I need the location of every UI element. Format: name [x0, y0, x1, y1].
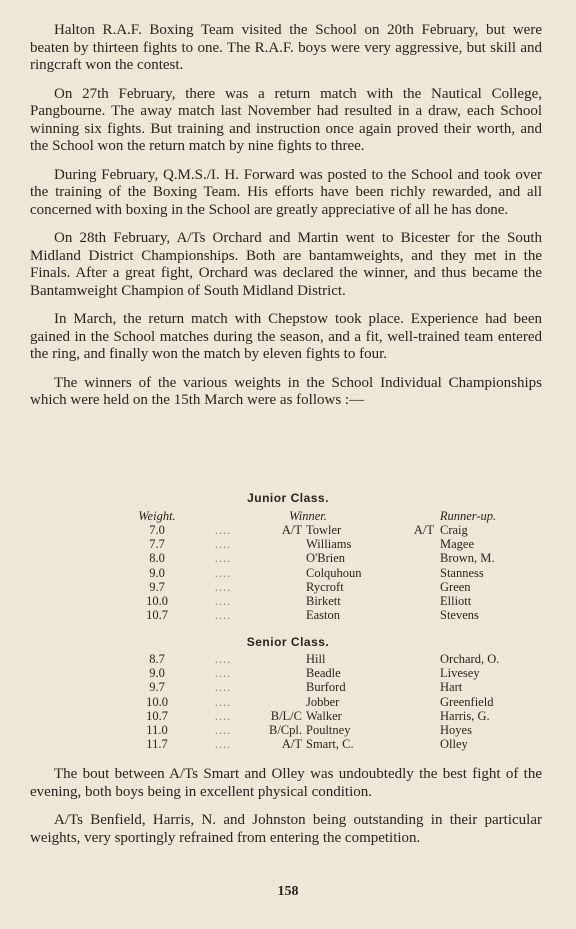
runner-up-cell: Hart — [440, 680, 463, 695]
paragraph: The winners of the various weights in the School Individual Championships which were held on the 15th March were as follows :— — [30, 374, 542, 408]
weight-cell: 10.7 — [146, 708, 168, 723]
runner-up-cell: Elliott — [440, 594, 472, 608]
winner-cell: Rycroft — [306, 579, 344, 594]
paragraph: In March, the return match with Chepstow took place. Experience had been gained in the School matches during the season, and a fit, well-trained team entered the ring, and finally won the match by eleven fights to four. — [30, 311, 542, 362]
table-row — [0, 566, 576, 580]
paragraph: A/Ts Benfield, Harris, N. and Johnston being outstanding in their particular weights, very sportingly refrained from entering the competition. — [30, 812, 542, 846]
leader-dots: .... — [214, 594, 232, 608]
paragraph: On 28th February, A/Ts Orchard and Martin went to Bicester for the South Midland District Championships. Both are bantamweights, and they met in the Finals. After a great fight, Orchard was declared the winner, and thus became the Bantamweight Champion of South Midland District. — [30, 230, 542, 299]
runner-up-cell: Hoyes — [440, 723, 472, 737]
leader-dots: .... — [214, 537, 232, 552]
runner-up-cell: Craig — [440, 523, 468, 537]
weight-cell: 10.0 — [146, 694, 168, 709]
leader-dots: .... — [214, 652, 232, 666]
leader-dots: .... — [214, 551, 232, 566]
runner-up-cell: Green — [440, 579, 471, 594]
junior-class-heading: Junior Class. — [247, 491, 329, 505]
runner-rank-cell: A/T — [413, 523, 434, 537]
winner-cell: Jobber — [306, 694, 340, 709]
winner-cell: O'Brien — [306, 551, 346, 566]
table-row — [0, 551, 576, 565]
runner-up-cell: Harris, G. — [440, 708, 490, 723]
winner-cell: Towler — [306, 523, 342, 537]
table-row — [0, 737, 576, 751]
table-row — [0, 652, 576, 666]
winner-cell: Colquhoun — [306, 565, 362, 580]
winner-cell: Williams — [306, 537, 352, 552]
leader-dots: .... — [214, 723, 232, 737]
table-row — [0, 537, 576, 551]
table-row — [0, 594, 576, 608]
runner-up-cell: Magee — [440, 537, 475, 552]
page-number: 158 — [277, 884, 299, 899]
table-row — [0, 523, 576, 537]
weight-column-header: Weight. — [138, 509, 176, 523]
weight-cell: 7.0 — [149, 523, 165, 537]
weight-cell: 9.7 — [149, 579, 165, 594]
winner-cell: Smart, C. — [306, 737, 354, 752]
winner-column-header: Winner. — [289, 509, 327, 523]
table-row — [0, 680, 576, 694]
paragraph: On 27th February, there was a return match with the Nautical College, Pangbourne. The away match last November had resulted in a draw, each School winning six fights. But training and instruction once again proved their worth, and the School won the return match by nine fights to three. — [30, 85, 542, 154]
winner-rank-cell: B/Cpl. — [269, 723, 302, 737]
table-row — [0, 608, 576, 622]
leader-dots: .... — [214, 579, 232, 594]
winner-rank-cell: B/L/C — [270, 708, 302, 723]
winner-cell: Walker — [306, 708, 342, 723]
weight-cell: 8.0 — [149, 551, 165, 566]
closing-text — [30, 766, 542, 858]
winner-cell: Easton — [306, 608, 341, 623]
table-row — [0, 580, 576, 594]
runner-up-column-header: Runner-up. — [439, 509, 497, 523]
table-row — [0, 695, 576, 709]
weight-cell: 9.0 — [149, 565, 165, 580]
runner-up-cell: Orchard, O. — [440, 652, 500, 666]
runner-up-cell: Olley — [440, 737, 468, 752]
weight-cell: 11.0 — [146, 723, 168, 737]
winner-cell: Beadle — [306, 666, 341, 681]
column-headers — [0, 509, 576, 523]
leader-dots: .... — [214, 565, 232, 580]
leader-dots: .... — [214, 523, 232, 537]
leader-dots: .... — [214, 694, 232, 709]
leader-dots: .... — [214, 737, 232, 752]
body-text — [30, 22, 542, 421]
winner-cell: Poultney — [306, 723, 351, 737]
weight-cell: 8.7 — [149, 652, 165, 666]
weight-cell: 11.7 — [146, 737, 168, 752]
winner-cell: Burford — [306, 680, 346, 695]
weight-cell: 7.7 — [149, 537, 165, 552]
weight-cell: 9.0 — [149, 666, 165, 681]
winner-cell: Hill — [306, 652, 326, 666]
weight-cell: 10.0 — [146, 594, 168, 608]
winner-cell: Birkett — [306, 594, 341, 608]
paragraph: Halton R.A.F. Boxing Team visited the School on 20th February, but were beaten by thirteen fights to one. The R.A.F. boys were very aggressive, but skill and ringcraft won the contest. — [30, 22, 542, 73]
table-row — [0, 666, 576, 680]
senior-class-heading: Senior Class. — [246, 635, 330, 649]
runner-up-cell: Stevens — [440, 608, 479, 623]
runner-up-cell: Greenfield — [440, 694, 494, 709]
leader-dots: .... — [214, 608, 232, 623]
leader-dots: .... — [214, 666, 232, 681]
paragraph: During February, Q.M.S./I. H. Forward was posted to the School and took over the training of the Boxing Team. His efforts have been richly rewarded, and all concerned with boxing in the School are greatly appreciative of all he has done. — [30, 166, 542, 218]
runner-up-cell: Stanness — [440, 565, 484, 580]
winner-rank-cell: A/T — [281, 737, 302, 752]
winner-rank-cell: A/T — [281, 523, 302, 537]
runner-up-cell: Livesey — [440, 666, 480, 681]
table-row — [0, 709, 576, 723]
runner-up-cell: Brown, M. — [440, 551, 495, 566]
table-row — [0, 723, 576, 737]
weight-cell: 10.7 — [146, 608, 168, 623]
weight-cell: 9.7 — [149, 680, 165, 695]
leader-dots: .... — [214, 680, 232, 695]
leader-dots: .... — [214, 708, 232, 723]
paragraph: The bout between A/Ts Smart and Olley was undoubtedly the best fight of the evening, both boys being in excellent physical condition. — [30, 766, 542, 800]
